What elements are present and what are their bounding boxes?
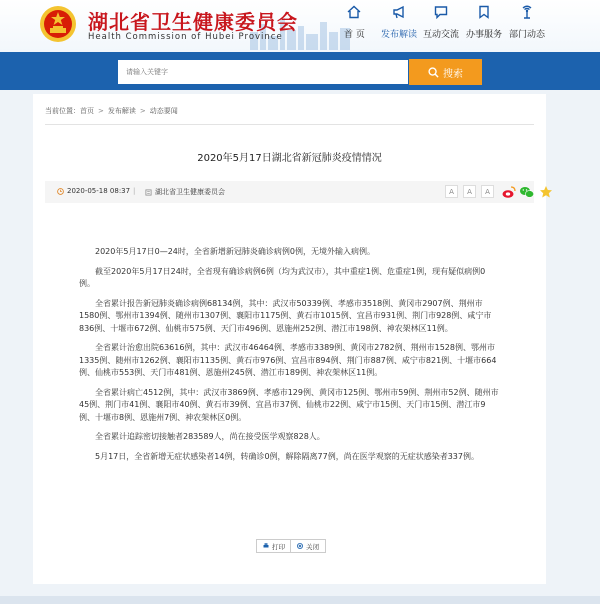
nav-home-label: 首 页	[344, 30, 365, 40]
nav-interaction[interactable]	[423, 5, 459, 40]
site-subtitle: Health Commission of Hubei Province	[88, 32, 283, 42]
article-paragraph: 2020年5月17日0—24时，全省新增新冠肺炎确诊病例0例，无境外输入病例。	[95, 247, 375, 256]
article-source-text: 湖北省卫生健康委员会	[155, 188, 225, 196]
article-paragraph: 全省累计追踪密切接触者283589人，尚在接受医学观察828人。	[95, 432, 325, 441]
search-input[interactable]	[118, 60, 408, 84]
search-icon	[428, 67, 439, 78]
nav-department-news[interactable]	[509, 5, 545, 40]
print-button-label: 打印	[272, 542, 285, 551]
source-icon	[145, 189, 152, 196]
nav-department-news-label: 部门动态	[509, 30, 546, 40]
home-icon	[347, 5, 361, 19]
breadcrumb-releases[interactable]: 发布解读	[107, 107, 136, 115]
nav-services[interactable]	[466, 5, 502, 40]
nav-releases[interactable]	[381, 5, 417, 40]
article-source	[145, 187, 225, 197]
close-icon	[297, 543, 303, 549]
site-header	[0, 0, 600, 52]
search-button[interactable]	[409, 59, 482, 85]
breadcrumb-separator: >	[98, 107, 104, 115]
nav-interaction-label: 互动交流	[423, 30, 460, 40]
chat-icon	[434, 5, 448, 19]
article-body	[79, 246, 499, 470]
article-paragraph: 全省累计治愈出院63616例，其中：武汉市46464例、孝感市3389例、黄冈市2782例、荆州市1528例、鄂州市1335例、随州市1262例、襄阳市1135例、黄石市976例、宜昌市894例、荆门市887例、咸宁市821例、十堰市664例、仙桃市553例、天门市481例、恩施州245例、潜江市189例、神农架林区11例。	[79, 343, 497, 377]
national-emblem-logo[interactable]	[38, 4, 78, 44]
megaphone-icon	[392, 5, 406, 19]
favorite-star-icon[interactable]	[539, 185, 553, 199]
font-size-small-button[interactable]: A	[481, 185, 494, 198]
weibo-share-icon[interactable]	[501, 184, 517, 200]
publish-date	[57, 187, 130, 195]
nav-services-label: 办事服务	[466, 30, 503, 40]
breadcrumb-home[interactable]: 首页	[80, 107, 94, 115]
search-button-label: 搜索	[443, 68, 463, 80]
article-paragraph: 5月17日，全省新增无症状感染者14例，转确诊0例，解除隔离77例，尚在医学观察的无症状感染者337例。	[95, 451, 479, 461]
breadcrumb-separator: >	[139, 107, 146, 115]
article-meta-bar	[45, 181, 534, 203]
meta-divider: |	[133, 187, 136, 195]
font-size-large-button[interactable]: A	[445, 185, 458, 198]
breadcrumb-news[interactable]: 动态要闻	[149, 107, 178, 115]
breadcrumb	[45, 106, 178, 116]
wechat-share-icon[interactable]	[519, 184, 535, 200]
publish-date-text: 2020-05-18 08:37	[67, 187, 131, 195]
breadcrumb-prefix: 当前位置：	[45, 107, 80, 115]
breadcrumb-divider	[45, 124, 534, 125]
close-button[interactable]	[290, 539, 326, 553]
article-paragraph: 全省累计报告新冠肺炎确诊病例68134例，其中：武汉市50339例、孝感市3518例、黄冈市2907例、荆州市1580例、鄂州市1394例、随州市1307例、襄阳市1175例、黄石市1015例、宜昌市931例、荆门市928例、咸宁市836例、十堰市672例、仙桃市575例、天门市496例、恩施州252例、潜江市198例、神农架林区11例。	[79, 298, 492, 333]
nav-releases-label: 发布解读	[381, 30, 418, 40]
article-title: 2020年5月17日湖北省新冠肺炎疫情情况	[197, 153, 382, 164]
footer-strip	[0, 596, 600, 604]
font-size-medium-button[interactable]: A	[463, 185, 476, 198]
bookmark-icon	[477, 5, 491, 19]
article-paragraph: 截至2020年5月17日24时，全省现有确诊病例6例（均为武汉市），其中重症1例、危重症1例，现有疑似病例0例。	[79, 266, 486, 288]
print-icon	[263, 543, 269, 549]
close-button-label: 关闭	[306, 542, 319, 551]
site-title: 湖北省卫生健康委员会	[88, 10, 298, 34]
broadcast-icon	[520, 5, 534, 19]
nav-home[interactable]	[344, 5, 365, 40]
clock-icon	[57, 188, 64, 195]
article-paragraph: 全省累计病亡4512例，其中：武汉市3869例、孝感市129例、黄冈市125例、鄂州市59例、荆州市52例、随州市45例、荆门市41例、襄阳市40例、黄石市39例、宜昌市37例、仙桃市22例、咸宁市15例、天门市15例、潜江市9例、十堰市8例、恩施州7例、神农架林区0例。	[79, 387, 499, 422]
print-button[interactable]	[256, 539, 292, 553]
